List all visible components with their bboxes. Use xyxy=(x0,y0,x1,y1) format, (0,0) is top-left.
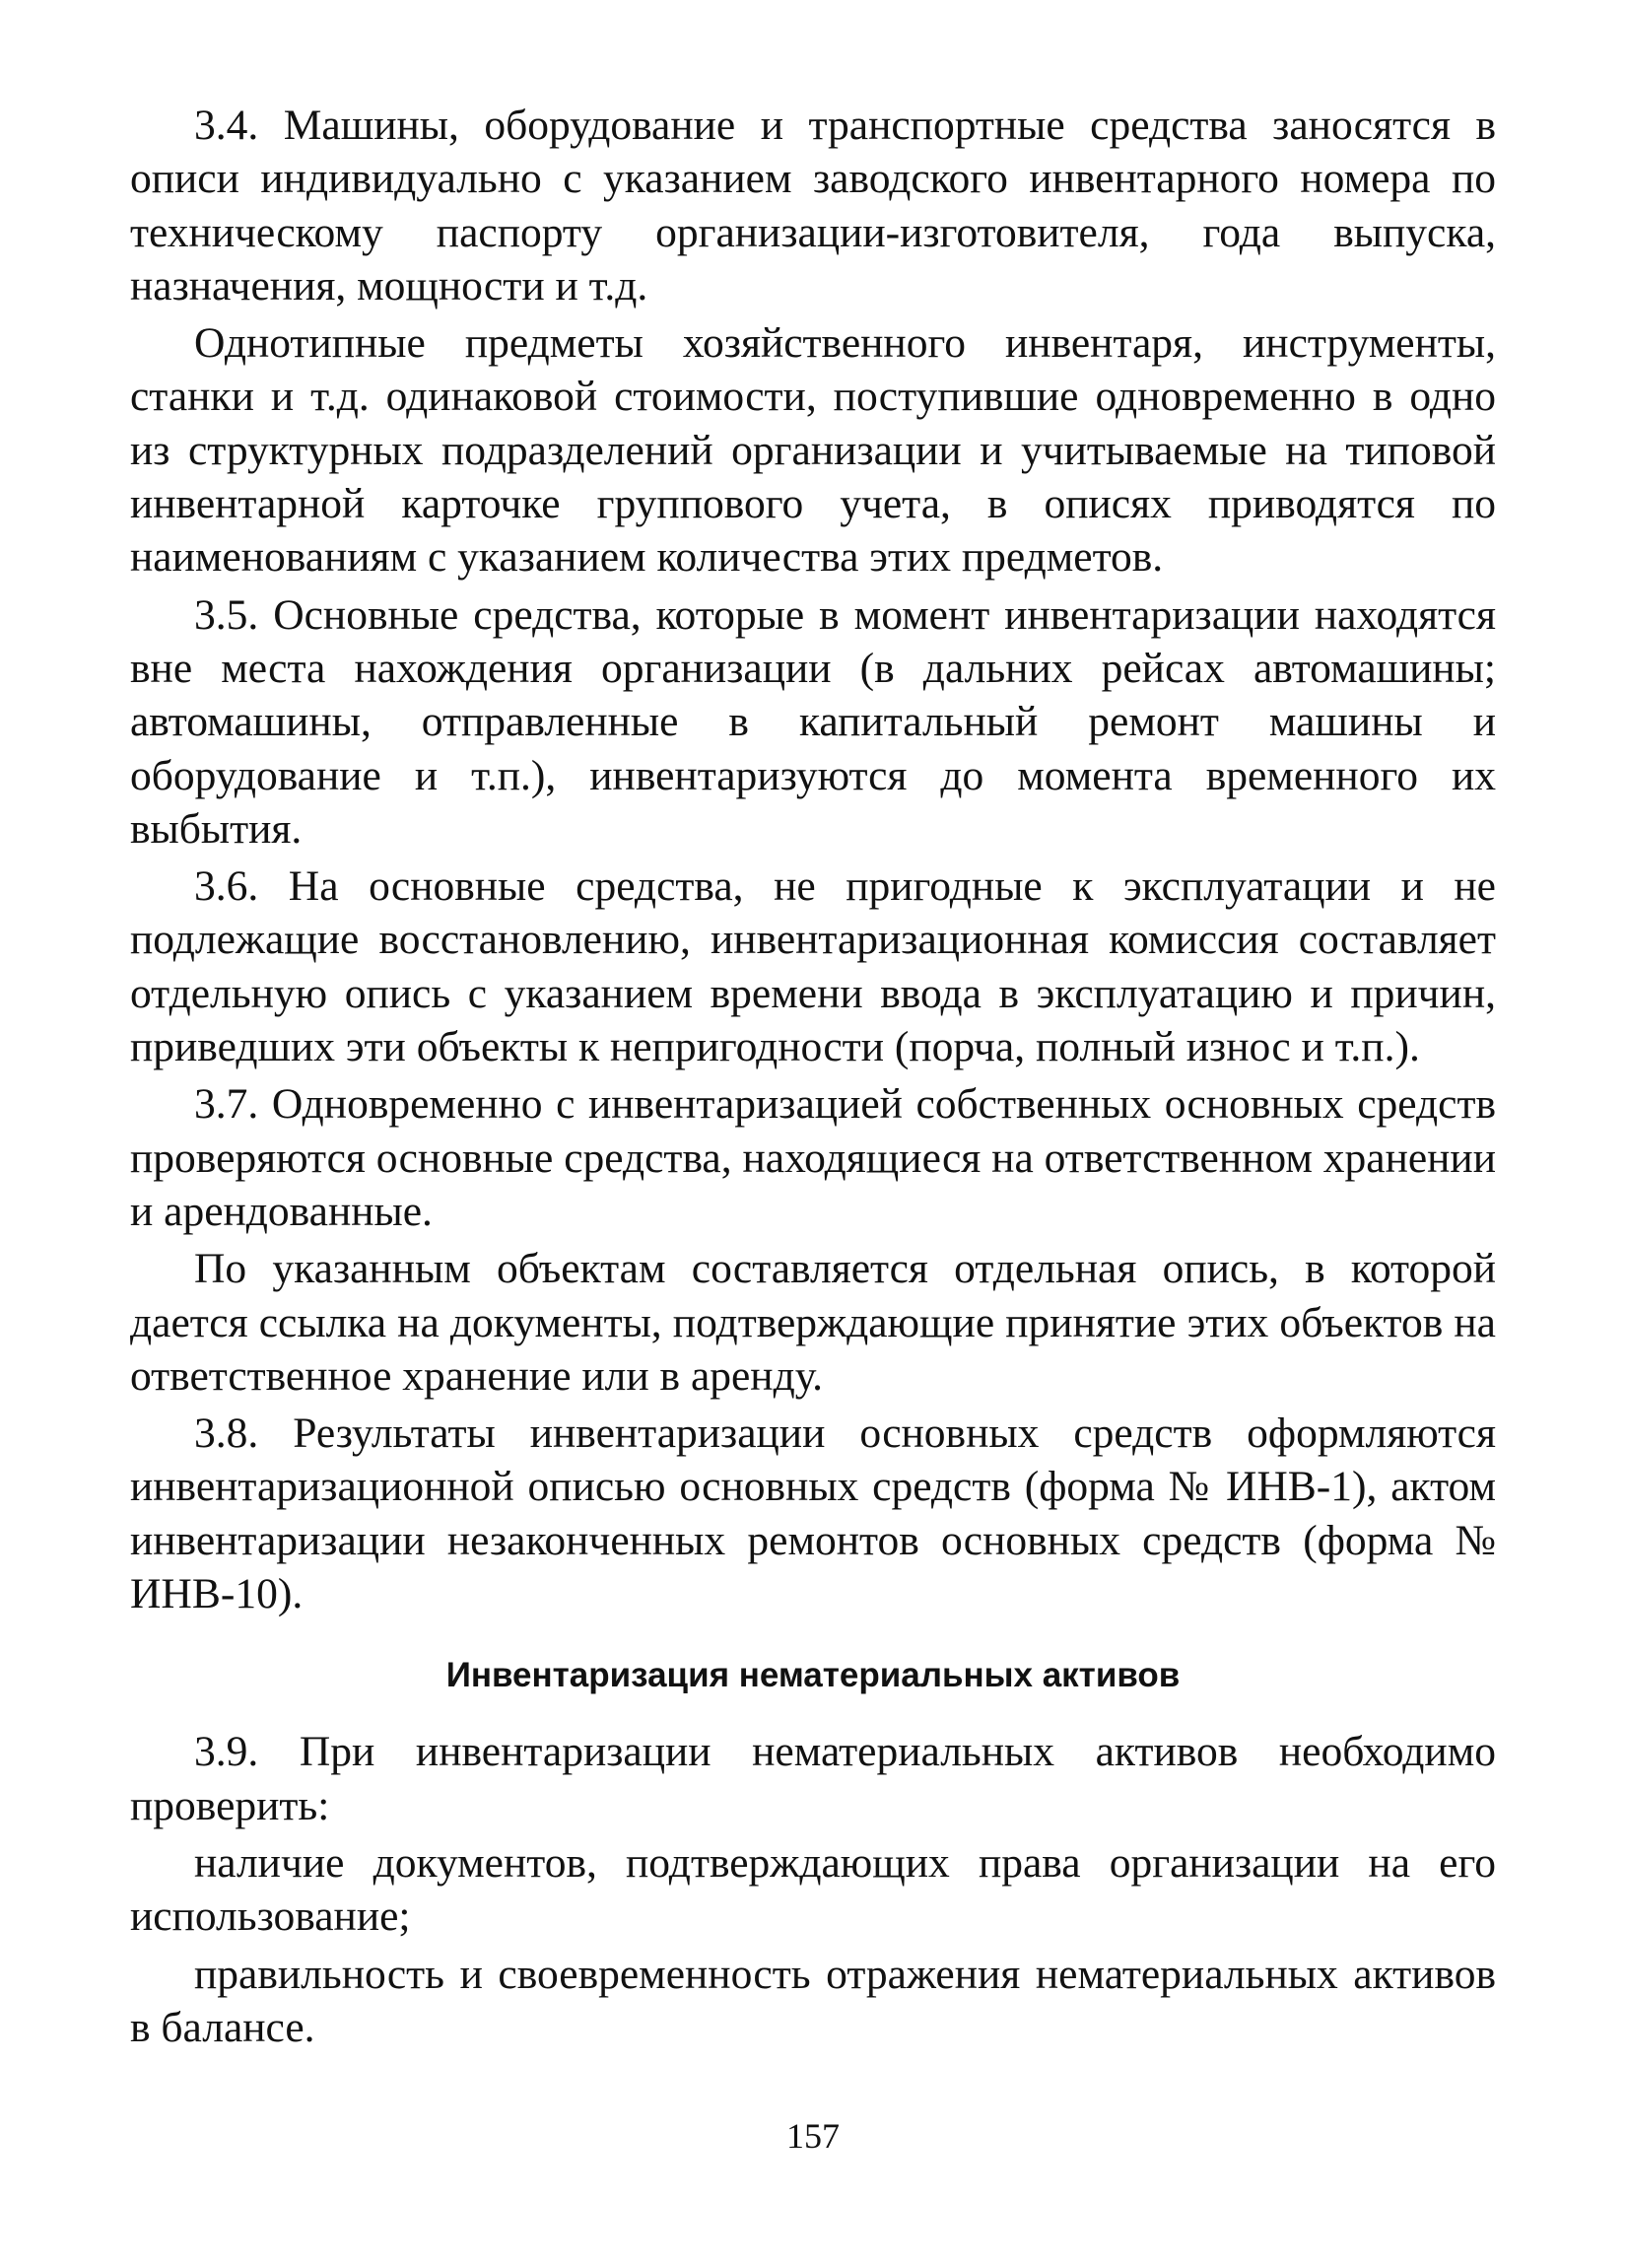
paragraph-separate-inventory: По указанным объектам составляется отдельная опись, в которой дается ссылка на документы, подтверждающие принятие этих объектов на ответственное хранение или в аренду. xyxy=(130,1245,1496,1400)
paragraph-uniform-items: Однотипные предметы хозяйственного инвентаря, инструменты, станки и т.д. одинаковой стоимости, поступившие одновременно в одно из структурных подразделений организации и учитываемые на типовой инвентарной карточке группового учета, в описях приводятся по наименованиям с указанием количества этих предметов. xyxy=(130,319,1496,582)
paragraph-3-8: 3.8. Результаты инвентаризации основных средств оформляются инвентаризационной описью основных средств (форма № ИНВ-1), актом инвентаризации незаконченных ремонтов основных средств (форма № ИНВ-10). xyxy=(130,1409,1496,1618)
paragraph-balance-check: правильность и своевременность отражения нематериальных активов в балансе. xyxy=(130,1950,1496,2051)
paragraph-3-4: 3.4. Машины, оборудование и транспортные средства заносятся в описи индивидуально с указанием заводского инвентарного номера по техническому паспорту организации-изготовителя, года выпуска, назначения, мощности и т.д. xyxy=(130,102,1496,309)
section-heading: Инвентаризация нематериальных активов xyxy=(445,1656,1181,1695)
paragraph-3-9: 3.9. При инвентаризации нематериальных активов необходимо проверить: xyxy=(130,1728,1496,1829)
paragraph-3-5: 3.5. Основные средства, которые в момент инвентаризации находятся вне места нахождения организации (в дальних рейсах автомашины; автомашины, отправленные в капитальный ремонт машины и оборудование и т.п.), инвентаризуются до момента временного их выбытия. xyxy=(130,590,1496,853)
paragraph-documents-check: наличие документов, подтверждающих права организации на его использование; xyxy=(130,1838,1496,1941)
page-number: 157 xyxy=(786,2116,840,2156)
paragraph-3-7: 3.7. Одновременно с инвентаризацией собственных основных средств проверяются основные средства, находящиеся на ответственном хранении и арендованные. xyxy=(130,1080,1496,1235)
page-body xyxy=(130,99,1496,2058)
paragraph-3-6: 3.6. На основные средства, не пригодные к эксплуатации и не подлежащие восстановлению, инвентаризационная комиссия составляет отдельную опись с указанием времени ввода в эксплуатацию и причин, приведших эти объекты к непригодности (порча, полный износ и т.п.). xyxy=(130,862,1496,1071)
